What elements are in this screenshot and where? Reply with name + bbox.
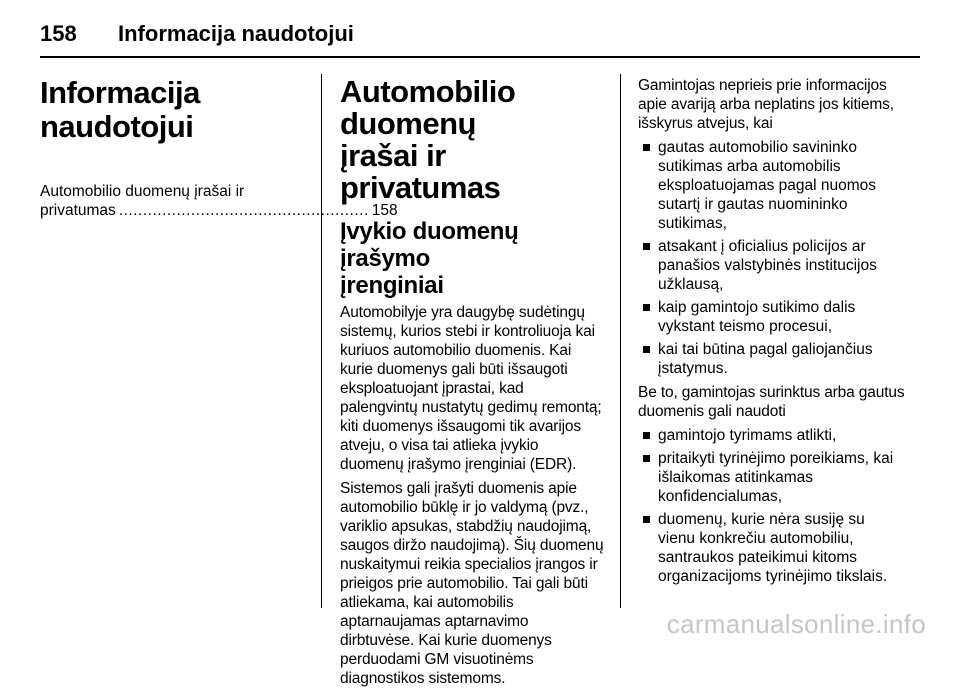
watermark-text: carmanualsonline.info xyxy=(666,609,926,639)
page-number: 158 xyxy=(40,21,77,46)
paragraph-middle: Be to, gamintojas surinktus arba gautus duomenis gali naudoti xyxy=(638,384,905,420)
list-access-conditions xyxy=(638,138,906,378)
list-item: gautas automobilio savininko sutikimas arba automobilis eksploatuojamas pagal nuomos sutartį ir gautas nuomininko sutikimas, xyxy=(638,138,906,233)
section-title-line2: įrašai ir privatumas xyxy=(340,138,501,205)
list-item: kai tai būtina pagal galiojančius įstatymus. xyxy=(638,340,906,378)
bullet-square-icon xyxy=(643,346,650,353)
subsection-title-line2: įrenginiai xyxy=(340,272,444,299)
toc-entry-label-line2: privatumas xyxy=(40,202,116,219)
list-item: atsakant į oficialius policijos ar panašios valstybinės institucijos užklausą, xyxy=(638,237,906,294)
page-header xyxy=(40,14,920,54)
list-item: duomenų, kurie nėra susiję su vienu konkrečiu automobiliu, santraukos pateikimui kitoms organizacijoms tyrinėjimo tikslais. xyxy=(638,510,906,586)
toc-leader-dots: .................................................... xyxy=(118,202,369,219)
list-item: gamintojo tyrimams atlikti, xyxy=(638,426,906,445)
section-title xyxy=(340,76,604,204)
bullet-square-icon xyxy=(643,144,650,151)
paragraph-intro: Gamintojas neprieis prie informacijos apie avariją arba neplatins jos kitiems, išskyrus atvejus, kai xyxy=(638,77,894,132)
paragraph-edr-data: Sistemos gali įrašyti duomenis apie automobilio būklę ir jo valdymą (pvz., variklio apsukas, stabdžių naudojimą, saugos diržo naudojimą). Šių duomenų nuskaitymui reikia specialios įrangos ir prieigos prie automobilio. Tai gali būti atliekama, kai automobilis aptarnaujamas aptarnavimo dirbtuvėse. Kai kurie duomenys perduodami GM visuotinėms diagnostikos sistemoms. xyxy=(340,480,604,687)
header-title: Informacija naudotojui xyxy=(118,21,354,46)
column-divider-1 xyxy=(321,74,322,608)
column-main xyxy=(340,76,604,693)
chapter-title: Informacija naudotojui xyxy=(40,75,200,144)
section-title-line1: Automobilio duomenų xyxy=(340,74,516,141)
list-data-usage xyxy=(638,426,906,586)
header-rule xyxy=(40,56,920,58)
column-toc xyxy=(40,75,398,220)
bullet-square-icon xyxy=(643,432,650,439)
column-right xyxy=(638,76,906,591)
subsection-title-line1: Įvykio duomenų įrašymo xyxy=(340,218,519,272)
paragraph-edr-intro: Automobilyje yra daugybę sudėtingų sistemų, kurios stebi ir kontroliuoja kai kuriuos automobilio duomenis. Kai kurie duomenys gali būti išsaugoti eksploatuojant įprastai, kad palengvintų nustatytų gedimų remontą; kiti duomenys išsaugomi tik avarijos atveju, o visa tai atlieka įvykio duomenų įrašymo įrenginiai (EDR). xyxy=(340,304,602,473)
bullet-square-icon xyxy=(643,304,650,311)
bullet-square-icon xyxy=(643,455,650,462)
bullet-square-icon xyxy=(643,243,650,250)
list-item: pritaikyti tyrinėjimo poreikiams, kai išlaikomas atitinkamas konfidencialumas, xyxy=(638,449,906,506)
bullet-square-icon xyxy=(643,516,650,523)
column-divider-2 xyxy=(620,74,621,608)
list-item: kaip gamintojo sutikimo dalis vykstant teismo procesui, xyxy=(638,298,906,336)
toc-entry[interactable] xyxy=(40,182,398,220)
subsection-title xyxy=(340,218,604,299)
toc-entry-page: 158 xyxy=(371,202,398,219)
toc-entry-label-line1: Automobilio duomenų įrašai ir xyxy=(40,183,245,200)
